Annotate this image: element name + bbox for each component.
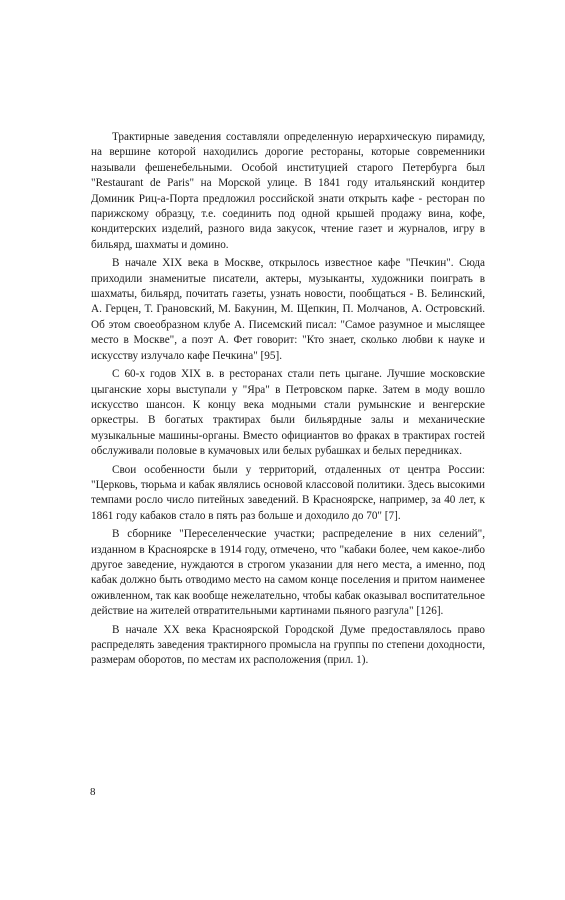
paragraph: С 60-х годов XIX в. в ресторанах стали петь цыгане. Лучшие московские цыганские хоры выступали у "Яра" в Петровском парке. Затем в моду вошло искусство шансон. К концу века модными стали румынские и венгерские оркестры. В богатых трактирах были бильярдные залы и механические музыкальные машины-органы. Вместо официантов во фраках в трактирах гостей обслуживали половые в кумачовых или белых рубашках и белых передниках. xyxy=(91,368,485,458)
paragraph: Трактирные заведения составляли определенную иерархическую пирамиду, на вершине которой находились дорогие рестораны, которые современники называли фешенебельными. Особой институцией старого Петербурга был "Restaurant de Paris" на Морской улице. В 1841 году итальянский кондитер Доминик Риц-а-Порта предложил российской знати открыть кафе - ресторан по парижскому образцу, т.е. соединить под одной крышей продажу вина, кофе, кондитерских изделий, разного вида закусок, чтение газет и журналов, игру в бильярд, шахматы и домино. xyxy=(91,131,485,251)
page-number: 8 xyxy=(90,786,96,798)
body-text xyxy=(91,130,485,672)
paragraph: Свои особенности были у территорий, отдаленных от центра России: "Церковь, тюрьма и кабак являлись основой классовой политики. Здесь высокими темпами росло число питейных заведений. В Красноярске, например, за 40 лет, к 1861 году кабаков стало в пять раз больше и доходило до 70" [7]. xyxy=(91,463,485,522)
paragraph: В начале XX века Красноярской Городской Думе предоставлялось право распределять заведения трактирного промысла на группы по степени доходности, размерам оборотов, по местам их расположения (прил. 1). xyxy=(91,623,485,667)
paragraph: В начале XIX века в Москве, открылось известное кафе "Печкин". Сюда приходили знаменитые писатели, актеры, музыканты, художники поиграть в шахматы, бильярд, почитать газеты, узнать новости, пообщаться - В. Белинский, А. Герцен, Т. Грановский, М. Бакунин, М. Щепкин, П. Молчанов, А. Островский. Об этом своеобразном клубе А. Писемский писал: "Самое разумное и мыслящее место в Москве", а поэт А. Фет говорит: "Кто знает, сколько любви к науке и искусству излучало кафе Печкина" [95]. xyxy=(91,257,485,362)
paragraph: В сборнике "Переселенческие участки; распределение в них селений", изданном в Красноярске в 1914 году, отмечено, что "кабаки более, чем какое-либо другое заведение, нуждаются в строгом указании для него места, а именно, под кабак должно быть отводимо место на самом конце поселения и притом наименее оживленном, так как вообще нежелательно, чтобы кабак оказывал воспитательное действие на жителей отвратительными картинами пьяного разгула" [126]. xyxy=(91,528,485,618)
